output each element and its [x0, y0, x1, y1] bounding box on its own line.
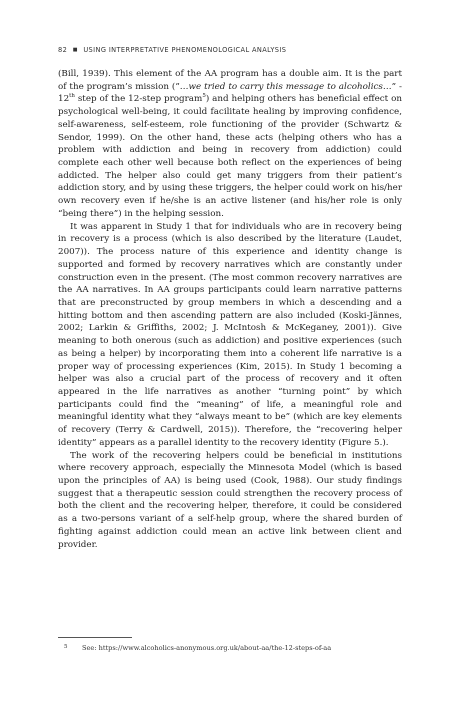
header-separator-icon: ■: [72, 47, 78, 53]
paragraph-1-text-c: step of the 12-step program: [74, 94, 203, 105]
paragraph-1: [58, 68, 402, 221]
footnote-divider: [58, 637, 132, 638]
paragraph-1-quote: …we tried to carry this message to alcoholics…: [179, 81, 392, 92]
footnote-reference[interactable]: 5: [202, 93, 206, 100]
footnote: [64, 643, 404, 653]
footnote-text: See: https://www.alcoholics-anonymous.org.uk/about-aa/the-12-steps-of-aa: [82, 644, 332, 652]
paragraph-1-text-b: ” - 12: [58, 81, 402, 105]
paragraph-1-text-a: (Bill, 1939). This element of the AA program has a double aim. It is the part of the program’s mission (”: [58, 69, 402, 92]
body-text: [58, 68, 402, 551]
running-head: [58, 46, 286, 54]
paragraph-3: The work of the recovering helpers could be beneficial in institutions where recovery approach, especially the Minnesota Model (which is based upon the principles of AA) is being used (Cook, 1988). Our study findings suggest that a therapeutic session could strengthen the recovery process of both the client and the recovering helper, therefore, it could be considered as a two-persons variant of a self-help group, where the shared burden of fighting against addiction could mean an active link between client and provider.: [58, 450, 402, 550]
page-number: 82: [58, 46, 68, 54]
running-title: USING INTERPRETATIVE PHENOMENOLOGICAL ANALYSIS: [83, 46, 287, 54]
ordinal-superscript: th: [69, 93, 75, 100]
paragraph-2: It was apparent in Study 1 that for individuals who are in recovery being in recovery is a process (which is also described by the literature (Laudet, 2007)). The process nature of this experience and identity change is supported and formed by recovery narratives which are constantly under construction even in the present. (The most common recovery narratives are the AA narratives. In AA groups participants could learn narrative patterns that are preconstructed by group members in which a descending and a hitting bottom and then ascending pattern are also included (Koski-Jännes, 2002; Larkin & Griffiths, 2002; J. McIntosh & McKeganey, 2001)). Give meaning to both onerous (such as addiction) and positive experiences (such as being a helper) by incorporating them into a coherent life narrative is a proper way of processing experiences (Kim, 2015). In Study 1 becoming a helper was also a crucial part of the process of recovery and it often appeared in the life narratives as another “turning point” by which participants could find the “meaning” of life, a meaningful role and meaningful identity what they “always meant to be” (which are key elements of recovery (Terry & Cardwell, 2015)). Therefore, the “recovering helper identity” appears as a parallel identity to the recovery identity (Figure 5.).: [58, 221, 402, 448]
footnote-mark: 5: [64, 644, 68, 650]
paragraph-1-text-d: ) and helping others has beneficial effect on psychological well-being, it could facilitate healing by improving confidence, self-awareness, self-esteem, role functioning of the provider (Schwartz & Sendor, 1999). On the other hand, these acts (helping others who has a problem with addiction and being in recovery from addiction) could complete each other well because both reflect on the experiences of being addicted. The helper also could get many triggers from their patient’s addiction story, and by using these triggers, the helper could work on his/her own recovery even if he/she is an active listener (and his/her role is only “being there”) in the helping session.: [58, 94, 402, 219]
